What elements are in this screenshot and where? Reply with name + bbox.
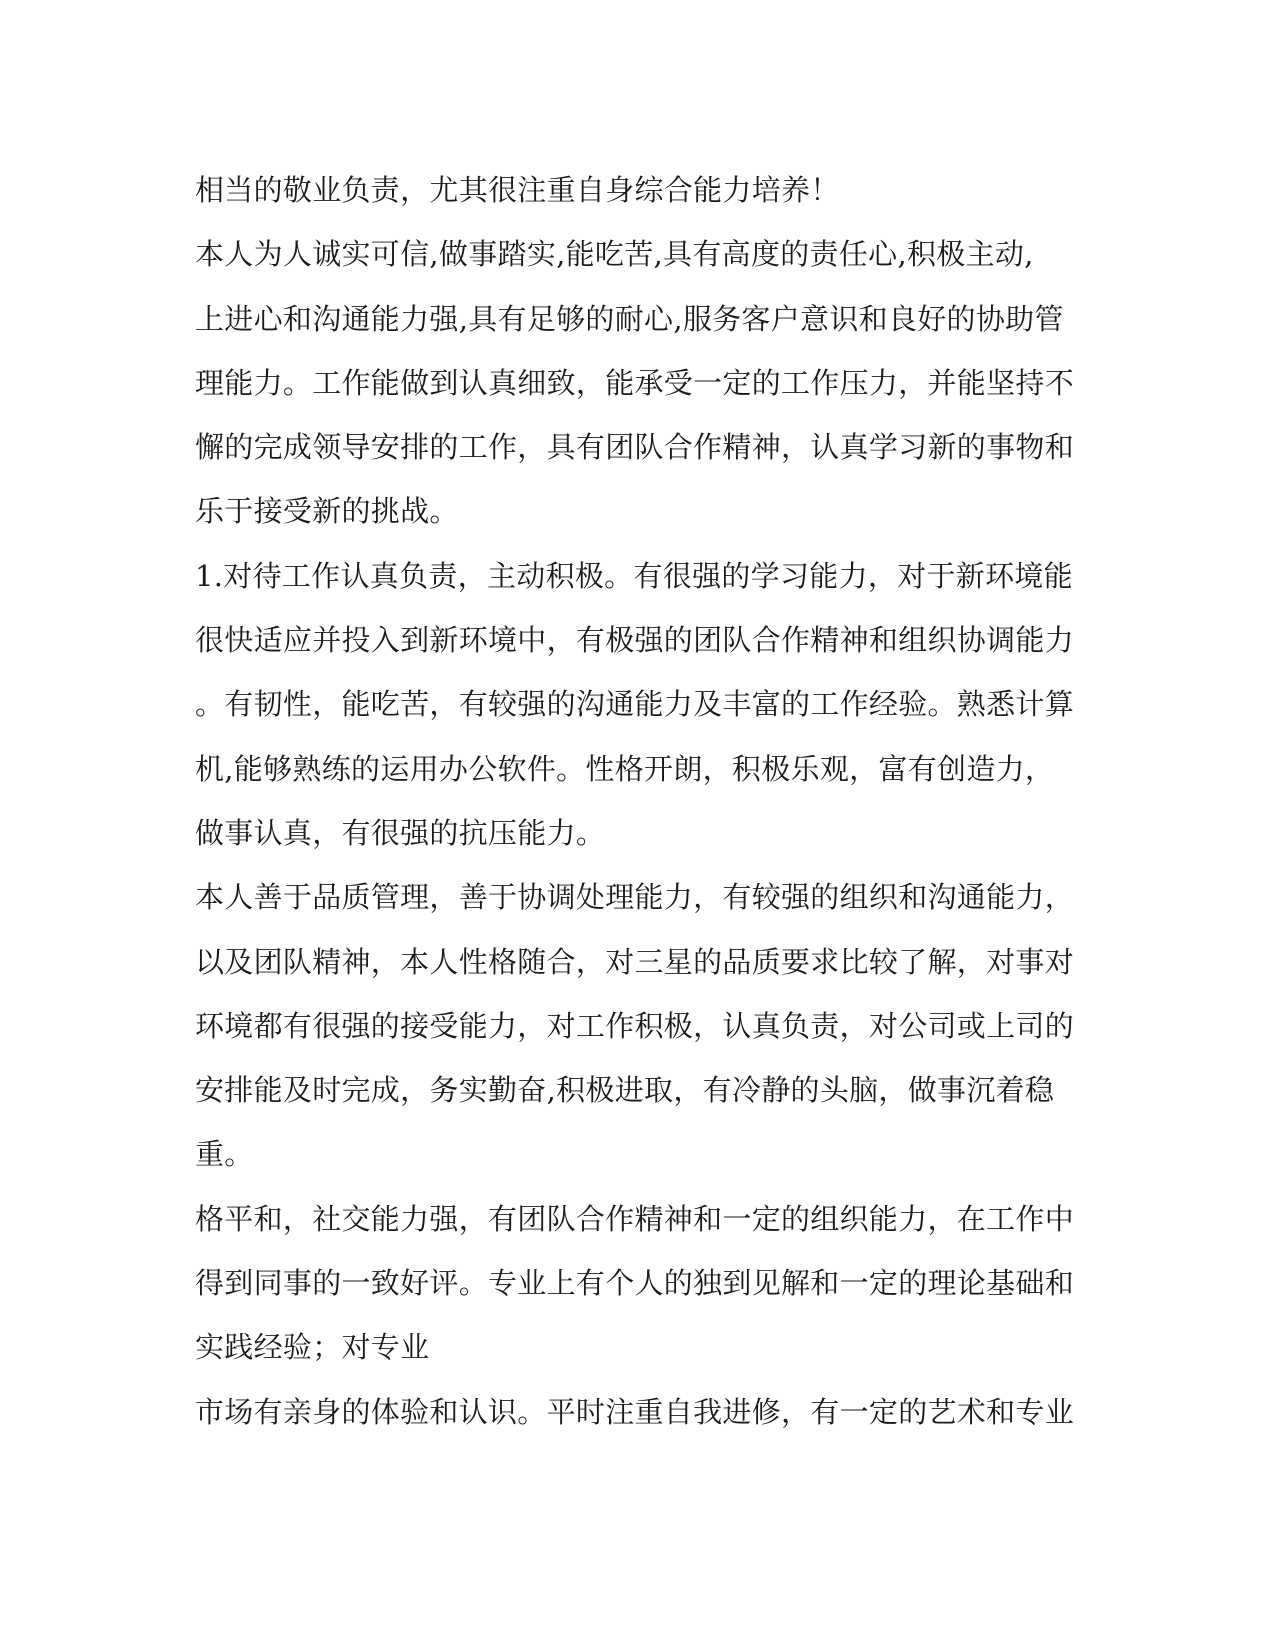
text-line: 机,能够熟练的运用办公软件。性格开朗，积极乐观，富有创造力， <box>195 751 1055 786</box>
text-line: 乐于接受新的挑战。 <box>195 494 459 529</box>
text-line: 理能力。工作能做到认真细致，能承受一定的工作压力，并能坚持不 <box>195 365 1075 400</box>
text-line: 懈的完成领导安排的工作，具有团队合作精神，认真学习新的事物和 <box>195 430 1075 465</box>
text-line: 做事认真，有很强的抗压能力。 <box>195 815 606 850</box>
text-line: 很快适应并投入到新环境中，有极强的团队合作精神和组织协调能力 <box>195 623 1075 658</box>
text-line: 上进心和沟通能力强,具有足够的耐心,服务客户意识和良好的协助管 <box>195 301 1064 336</box>
text-line: 实践经验；对专业 <box>195 1330 430 1365</box>
text-line: 格平和，社交能力强，有团队合作精神和一定的组织能力，在工作中 <box>195 1201 1075 1236</box>
text-line: 得到同事的一致好评。专业上有个人的独到见解和一定的理论基础和 <box>195 1266 1075 1301</box>
text-line: 市场有亲身的体验和认识。平时注重自我进修，有一定的艺术和专业 <box>195 1394 1075 1429</box>
text-line: 1.对待工作认真负责，主动积极。有很强的学习能力，对于新环境能 <box>195 558 1073 593</box>
text-line: 相当的敬业负责，尤其很注重自身综合能力培养！ <box>195 173 840 207</box>
text-line: 本人为人诚实可信,做事踏实,能吃苦,具有高度的责任心,积极主动, <box>195 237 1034 272</box>
text-line: 。有韧性，能吃苦，有较强的沟通能力及丰富的工作经验。熟悉计算 <box>195 687 1075 722</box>
document-body <box>195 158 1075 1444</box>
text-line: 环境都有很强的接受能力，对工作积极，认真负责，对公司或上司的 <box>195 1008 1075 1043</box>
text-line: 重。 <box>195 1137 254 1172</box>
text-line: 以及团队精神，本人性格随合，对三星的品质要求比较了解，对事对 <box>195 944 1075 979</box>
text-line: 本人善于品质管理，善于协调处理能力，有较强的组织和沟通能力， <box>195 880 1075 915</box>
text-line: 安排能及时完成，务实勤奋,积极进取，有冷静的头脑，做事沉着稳 <box>195 1073 1055 1108</box>
